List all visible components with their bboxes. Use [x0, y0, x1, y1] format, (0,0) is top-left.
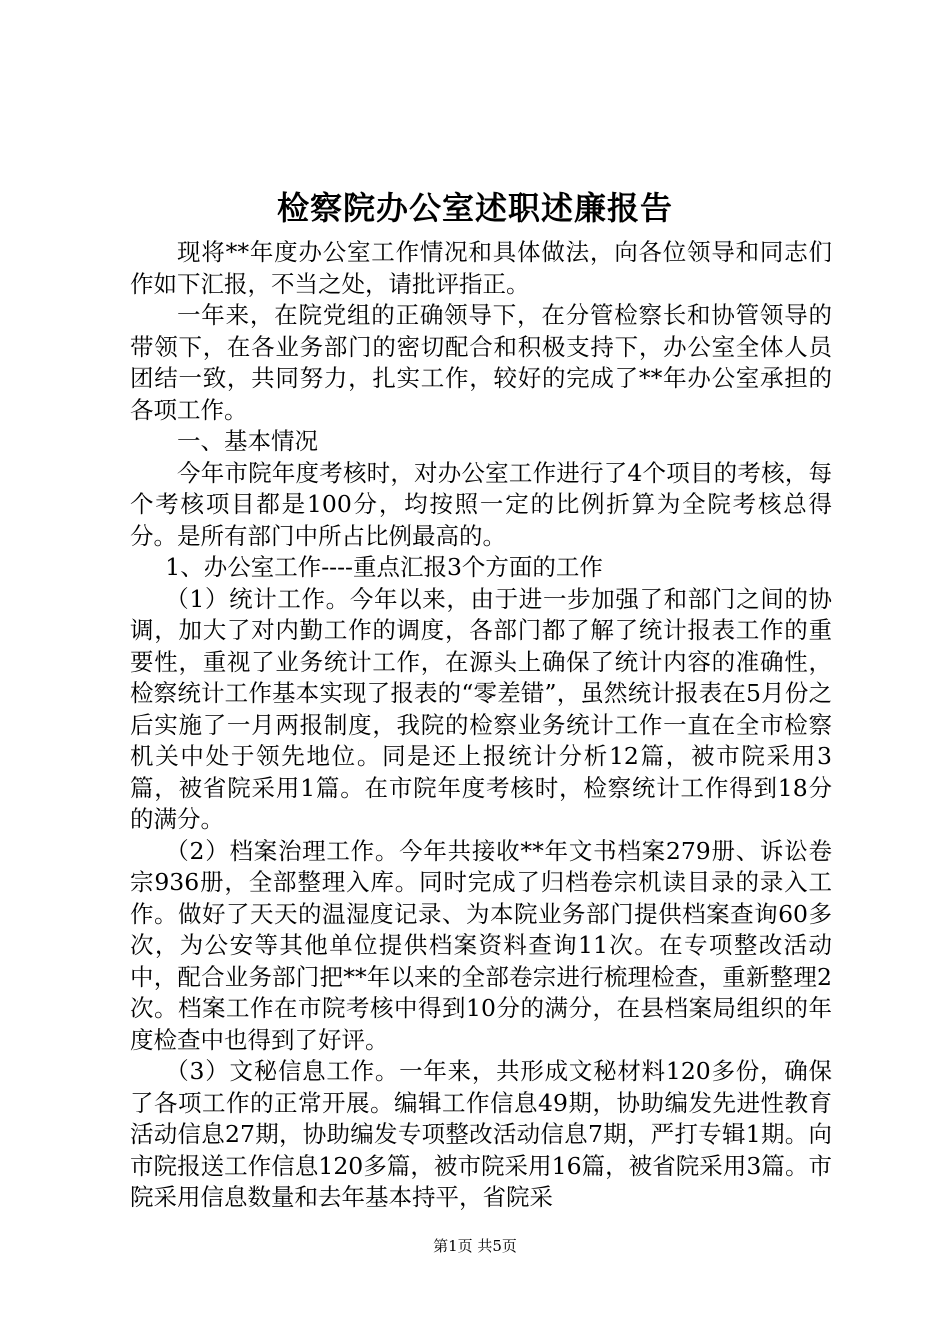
paragraph-statistics: （1）统计工作。今年以来，由于进一步加强了和部门之间的协调，加大了对内勤工作的调度，各部门都了解了统计报表工作的重要性，重视了业务统计工作，在源头上确保了统计内容的准确性，检察统计工作基本实现了报表的“零差错”，虽然统计报表在5月份之后实施了一月两报制度，我院的检察业务统计工作一直在全市检察机关中处于领先地位。同是还上报统计分析12篇，被市院采用3篇，被省院采用1篇。在市院年度考核时，检察统计工作得到18分的满分。	[130, 584, 832, 833]
paragraph-archives: （2）档案治理工作。今年共接收**年文书档案279册、诉讼卷宗936册，全部整理入库。同时完成了归档卷宗机读目录的录入工作。做好了天天的温湿度记录、为本院业务部门提供档案查询60多次，为公安等其他单位提供档案资料查询11次。在专项整改活动中，配合业务部门把**年以来的全部卷宗进行梳理检查，重新整理2次。档案工作在市院考核中得到10分的满分，在县档案局组织的年度检查中也得到了好评。	[130, 836, 832, 1054]
section-heading-basic: 一、基本情况	[177, 427, 318, 455]
subsection-heading-office: 1、办公室工作----重点汇报3个方面的工作	[165, 553, 603, 581]
paragraph-overview: 一年来，在院党组的正确领导下，在分管检察长和协管领导的带领下，在各业务部门的密切配合和积极支持下，办公室全体人员团结一致，共同努力，扎实工作，较好的完成了**年办公室承担的各项工作。	[130, 301, 832, 424]
document-body	[130, 237, 832, 1214]
paragraph-intro: 现将**年度办公室工作情况和具体做法，向各位领导和同志们作如下汇报，不当之处，请批评指正。	[130, 238, 832, 298]
paragraph-secretarial: （3）文秘信息工作。一年来，共形成文秘材料120多份，确保了各项工作的正常开展。编辑工作信息49期，协助编发先进性教育活动信息27期，协助编发专项整改活动信息7期，严打专辑1期。向市院报送工作信息120多篇，被市院采用16篇，被省院采用3篇。市院采用信息数量和去年基本持平，省院采	[130, 1057, 832, 1211]
paragraph-assessment: 今年市院年度考核时，对办公室工作进行了4个项目的考核，每个考核项目都是100分，均按照一定的比例折算为全院考核总得分。是所有部门中所占比例最高的。	[130, 458, 832, 550]
document-title: 检察院办公室述职述廉报告	[276, 189, 673, 227]
page-footer: 第1页 共5页	[433, 1237, 517, 1255]
